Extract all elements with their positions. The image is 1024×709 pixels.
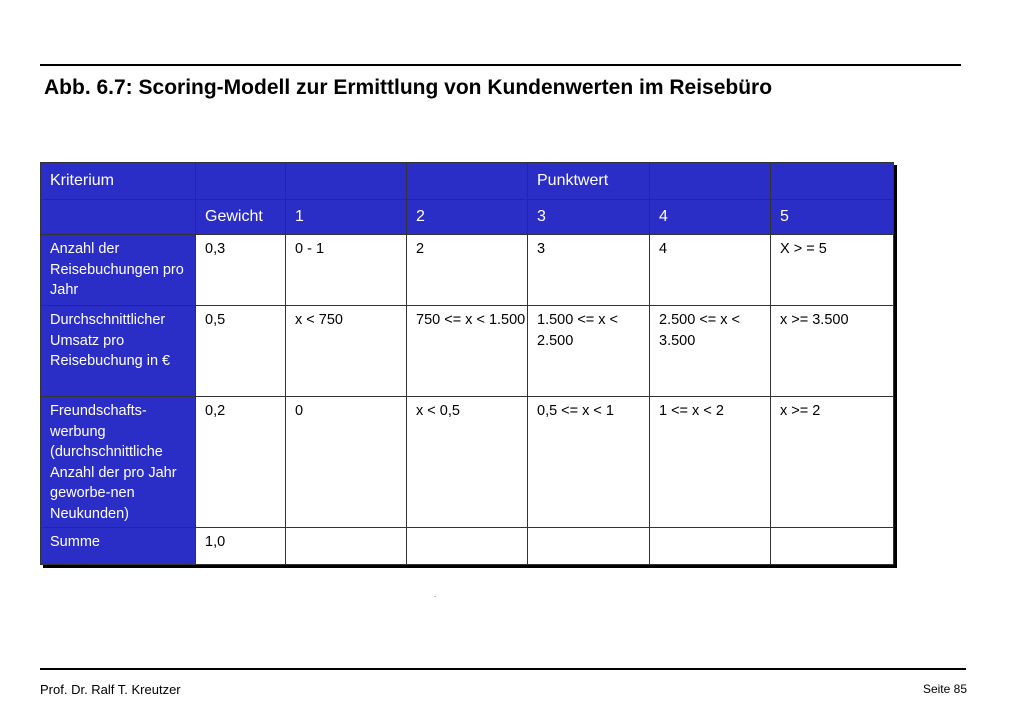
table-cell: 0,2 (196, 397, 286, 528)
table-cell: 4 (650, 235, 771, 306)
scoring-table (40, 162, 894, 565)
row-label: Freundschafts-werbung (durchschnittliche Anzahl der pro Jahr geworbe-nen Neukunden) (41, 397, 196, 528)
header-cell: 5 (771, 200, 894, 235)
table-cell: x < 750 (286, 306, 407, 397)
header-cell: 2 (407, 200, 528, 235)
table-cell (286, 528, 407, 565)
table-cell: 0,5 (196, 306, 286, 397)
table-row (41, 397, 894, 528)
table-cell: X > = 5 (771, 235, 894, 306)
table-cell: 750 <= x < 1.500 (407, 306, 528, 397)
table-cell: x >= 3.500 (771, 306, 894, 397)
table-cell: 0 - 1 (286, 235, 407, 306)
header-cell (41, 200, 196, 235)
header-cell: Punktwert (528, 163, 650, 200)
table-cell: x >= 2 (771, 397, 894, 528)
header-cell (286, 163, 407, 200)
header-row-1 (41, 163, 894, 200)
scoring-table-container (40, 162, 896, 565)
header-cell: Gewicht (196, 200, 286, 235)
table-cell: 2.500 <= x < 3.500 (650, 306, 771, 397)
table-cell: 1 <= x < 2 (650, 397, 771, 528)
table-cell: 0,3 (196, 235, 286, 306)
header-cell: Kriterium (41, 163, 196, 200)
table-row (41, 235, 894, 306)
table-cell (771, 528, 894, 565)
stray-dot (434, 596, 436, 597)
page-title: Abb. 6.7: Scoring-Modell zur Ermittlung von Kundenwerten im Reisebüro (44, 76, 773, 99)
footer-page-number: Seite 85 (922, 682, 967, 696)
row-label: Durchschnittlicher Umsatz pro Reisebuchung in € (41, 306, 196, 397)
table-row (41, 306, 894, 397)
table-cell (650, 528, 771, 565)
bottom-rule (40, 668, 966, 670)
table-cell: 2 (407, 235, 528, 306)
table-cell: 0 (286, 397, 407, 528)
header-cell: 4 (650, 200, 771, 235)
footer-author: Prof. Dr. Ralf T. Kreutzer (40, 682, 181, 697)
header-row-2 (41, 200, 894, 235)
table-cell: 3 (528, 235, 650, 306)
table-cell (407, 528, 528, 565)
table-cell: 0,5 <= x < 1 (528, 397, 650, 528)
top-rule (40, 64, 961, 66)
sum-row (41, 528, 894, 565)
table-cell: 1,0 (196, 528, 286, 565)
header-cell: 1 (286, 200, 407, 235)
header-cell (650, 163, 771, 200)
header-cell (196, 163, 286, 200)
row-label: Summe (41, 528, 196, 565)
header-cell: 3 (528, 200, 650, 235)
header-cell (771, 163, 894, 200)
table-cell: x < 0,5 (407, 397, 528, 528)
row-label: Anzahl der Reisebuchungen pro Jahr (41, 235, 196, 306)
table-cell: 1.500 <= x < 2.500 (528, 306, 650, 397)
table-cell (528, 528, 650, 565)
header-cell (407, 163, 528, 200)
